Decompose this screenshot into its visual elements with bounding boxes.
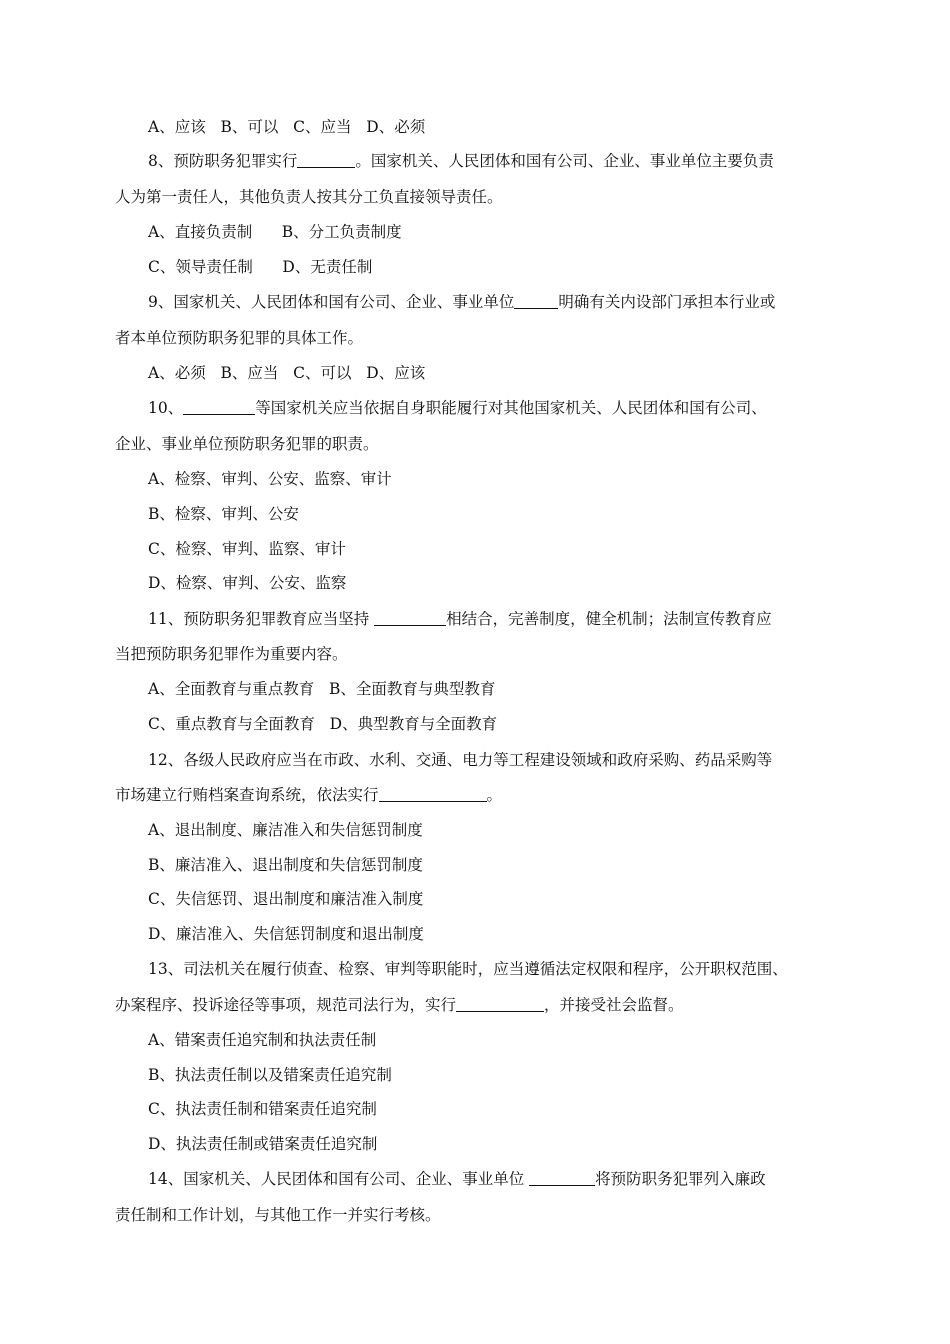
q11-stem-cont: 当把预防职务犯罪作为重要内容。 [115, 645, 348, 663]
q11-options-1: A、全面教育与重点教育 B、全面教育与典型教育 [148, 680, 496, 698]
answer-blank [297, 151, 355, 168]
q8-stem: 8、预防职务犯罪实行 。国家机关、人民团体和国有公司、企业、事业单位主要负责 [148, 152, 774, 170]
q14-stem-cont: 责任制和工作计划，与其他工作一并实行考核。 [115, 1206, 441, 1224]
answer-blank [374, 609, 446, 626]
q10-stem: 10、 等国家机关应当依据自身职能履行对其他国家机关、人民团体和国有公司、 [148, 399, 767, 417]
q7-options: A、应该 B、可以 C、应当 D、必须 [148, 118, 426, 136]
q10-option-a: A、检察、审判、公安、监察、审计 [148, 470, 392, 488]
q9-stem: 9、国家机关、人民团体和国有公司、企业、事业单位 明确有关内设部门承担本行业或 [148, 293, 776, 311]
answer-blank [183, 398, 255, 415]
q10-option-d: D、检察、审判、公安、监察 [148, 574, 347, 592]
q8-options-2: C、领导责任制 D、无责任制 [148, 258, 373, 276]
q12-option-a: A、退出制度、廉洁准入和失信惩罚制度 [148, 821, 423, 839]
q8-options-1: A、直接负责制 B、分工负责制度 [148, 223, 402, 241]
q12-option-c: C、失信惩罚、退出制度和廉洁准入制度 [148, 890, 424, 908]
q10-stem-cont: 企业、事业单位预防职务犯罪的职责。 [115, 435, 379, 453]
q12-stem: 12、各级人民政府应当在市政、水利、交通、电力等工程建设领域和政府采购、药品采购等 [148, 751, 773, 769]
answer-blank [379, 785, 487, 802]
q13-option-c: C、执法责任制和错案责任追究制 [148, 1100, 377, 1118]
q12-stem-cont: 市场建立行贿档案查询系统，依法实行 。 [115, 786, 503, 804]
q9-options: A、必须 B、应当 C、可以 D、应该 [148, 364, 426, 382]
q13-option-b: B、执法责任制以及错案责任追究制 [148, 1066, 392, 1084]
q12-option-d: D、廉洁准入、失信惩罚制度和退出制度 [148, 925, 424, 943]
q10-option-c: C、检察、审判、监察、审计 [148, 540, 346, 558]
q9-stem-cont: 者本单位预防职务犯罪的具体工作。 [115, 329, 364, 347]
answer-blank [514, 292, 558, 309]
q12-option-b: B、廉洁准入、退出制度和失信惩罚制度 [148, 856, 423, 874]
q10-option-b: B、检察、审判、公安 [148, 505, 299, 523]
q14-stem: 14、国家机关、人民团体和国有公司、企业、事业单位 将预防职务犯罪列入廉政 [148, 1170, 766, 1188]
q13-option-a: A、错案责任追究制和执法责任制 [148, 1031, 377, 1049]
q13-stem-cont: 办案程序、投诉途径等事项，规范司法行为，实行 ，并接受社会监督。 [115, 996, 684, 1014]
q13-stem: 13、司法机关在履行侦查、检察、审判等职能时，应当遵循法定权限和程序，公开职权范围、 [148, 960, 788, 978]
q8-stem-cont: 人为第一责任人，其他负责人按其分工负直接领导责任。 [115, 188, 503, 206]
answer-blank [529, 1169, 595, 1186]
q11-stem: 11、预防职务犯罪教育应当坚持 相结合，完善制度，健全机制；法制宣传教育应 [148, 610, 772, 628]
q11-options-2: C、重点教育与全面教育 D、典型教育与全面教育 [148, 715, 498, 733]
q13-option-d: D、执法责任制或错案责任追究制 [148, 1135, 378, 1153]
answer-blank [456, 995, 544, 1012]
